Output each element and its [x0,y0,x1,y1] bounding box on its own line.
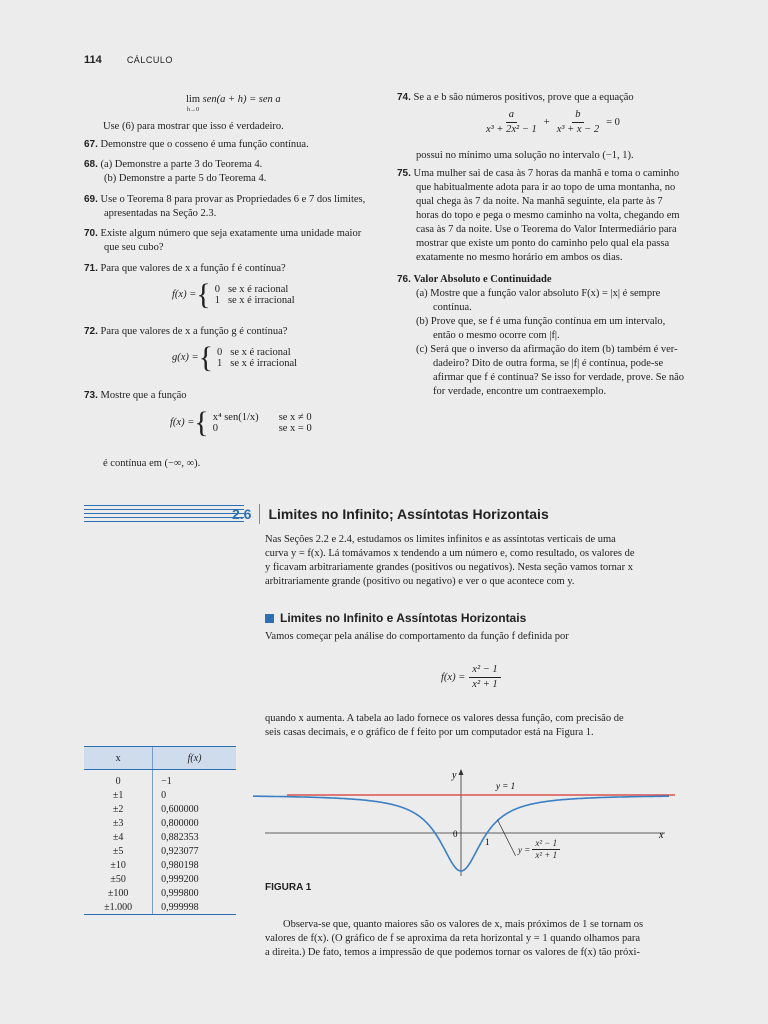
fn-name: g(x) = [172,352,199,363]
fraction [483,108,540,137]
table-row [84,802,236,816]
section-heading [232,504,549,524]
cell-fx: 0,999998 [161,901,199,913]
exercise-68 [84,158,266,186]
brace-icon: { [198,341,214,374]
cell-x: ±4 [84,830,153,844]
page-header [84,54,173,66]
fraction [532,838,560,861]
case-value: x⁴ sen(1/x) [212,412,259,423]
fraction [554,108,602,137]
case-value: 0 [217,347,223,358]
page-number: 114 [84,54,102,66]
asymptote-label: y = 1 [496,781,516,791]
cell-x: ±5 [84,844,153,858]
ex73-end: é contínua em (−∞, ∞). [103,458,201,469]
text-line: seis casas decimais, e o gráfico de f feito por um computador está na Figura 1. [265,727,594,738]
cell-fx: 0,882353 [161,831,199,843]
figure-label: FIGURA 1 [265,882,312,893]
intro-line: curva y = f(x). Lá tomávamos x tendendo a um número e, como resultado, os valores de [265,548,635,559]
cell-fx: 0 [161,789,167,801]
table-row [84,844,236,858]
ex-text: Demonstre que o cosseno é uma função contínua. [100,139,309,150]
table-row [84,858,236,872]
text-line: valores de f(x). (O gráfico de f se aproxima da reta horizontal y = 1 quando olhamos para [265,933,641,944]
exercise-69 [84,193,365,221]
table-row [84,900,236,914]
ex-number: 73. [84,390,98,401]
denominator: x³ + x − 2 [556,124,600,135]
table-row [84,872,236,886]
ex-text: (a) Demonstre a parte 3 do Teorema 4. [100,159,263,170]
plus-sign: + [543,116,550,128]
ex-text: (b) Demonstre a parte 5 do Teorema 4. [104,173,267,184]
curve-pointer [497,820,515,856]
ex-number: 71. [84,263,98,274]
ex-line: então o mesmo ocorre com |f|. [433,330,560,341]
x-tick-label-1: 1 [485,837,490,847]
ex-line: horas do topo e pega o mesmo caminho na volta, chegando em [416,210,680,221]
cell-x: ±1 [84,788,153,802]
heading-divider [259,504,260,524]
cell-fx: 0,999800 [161,887,199,899]
case-cond: se x é racional [227,284,289,295]
ex-number: 74. [397,92,411,103]
case-cond: se x = 0 [278,423,312,434]
cell-x: ±100 [84,886,153,900]
table-header: f(x) [153,747,236,770]
ex-line: exatamente no mesmo horário em ambos os dias. [416,252,623,263]
fn-name: f(x) = [441,671,466,683]
ex-text: Para que valores de x a função f é contínua? [100,263,286,274]
ex-line: mostrar que existe um ponto do caminho pelo qual ela passa [416,238,670,249]
fraction [469,663,500,692]
cell-x: ±3 [84,816,153,830]
ex74-end: possui no mínimo uma solução no intervalo (−1, 1). [416,150,634,161]
ex-line: que habitualmente adota para ir ao topo de uma montanha, no [416,182,676,193]
brace-icon: { [194,406,209,439]
square-bullet-icon [265,614,274,623]
values-table [84,746,236,915]
cell-x: 0 [84,770,153,789]
intro-line: Nas Seções 2.2 e 2.4, estudamos os limites infinitos e as assíntotas verticais de uma [265,534,616,545]
text-line: a direita.) De fato, temos a impressão de que podemos tornar os valores de f(x) tão próxi- [265,947,640,958]
table-row [84,816,236,830]
numerator: b [572,108,583,123]
section-intro [265,533,685,589]
case-cond: se x é racional [230,347,291,358]
exercise-74 [397,91,634,105]
ex-text: Para que valores de x a função g é contínua? [100,326,288,337]
ex-line: dadeiro? Dito de outra forma, se |f| é contínua, pode-se [433,358,664,369]
final-paragraph [265,918,685,960]
ex-line: casa às 7 da noite. Use o Teorema do Valor Intermediário para [416,224,677,235]
ex72-piecewise [172,343,301,373]
cell-fx: −1 [161,775,172,787]
cell-x: ±2 [84,802,153,816]
book-title: CÁLCULO [126,55,173,65]
section-title: Limites no Infinito; Assíntotas Horizontais [268,506,549,522]
ex-text: Mostre que a função [100,390,187,401]
exercise-75 [397,167,687,265]
exercise-71 [84,262,286,276]
ex-line: Uma mulher sai de casa às 7 horas da manhã e toma o caminho [413,168,680,179]
subsection-title: Limites no Infinito e Assíntotas Horizontais [280,611,527,625]
cell-x: ±10 [84,858,153,872]
table-row [84,770,236,789]
ex-line: (b) Prove que, se f é uma função contínua em um intervalo, [416,316,666,327]
table-row [84,830,236,844]
case-cond: se x é irracional [230,358,298,369]
ex-text: Use o Teorema 8 para provar as Propriedades 6 e 7 dos limites, [100,194,366,205]
ex71-piecewise [172,280,299,310]
cell-fx: 0,600000 [161,803,199,815]
ex74-equation [483,108,620,137]
ex-line: (a) Mostre que a função valor absoluto F(x) = |x| é sempre [416,288,661,299]
lim-body: sen(a + h) = sen a [202,94,281,105]
ex-number: 72. [84,326,98,337]
ex-number: 70. [84,228,98,239]
ex-text: Existe algum número que seja exatamente uma unidade maior [100,228,362,239]
table-header: x [84,747,153,770]
after-function-text [265,712,685,740]
fn-name: f(x) = [170,417,195,428]
ex-line: contínua. [433,302,472,313]
cell-fx: 0,800000 [161,817,199,829]
limit-expression [186,93,281,113]
ex-number: 75. [397,168,411,179]
equals-zero: = 0 [606,116,620,128]
denominator: x² + 1 [535,850,558,860]
ex-line: qual chega às 7 da noite. Na manhã seguinte, ela parte às 7 [416,196,663,207]
ex73-piecewise [170,408,316,438]
origin-tick-label: 0 [453,829,458,839]
ex-title: Valor Absoluto e Continuidade [413,274,552,285]
main-function [441,663,501,692]
numerator: a [506,108,517,123]
section-rule [84,505,244,522]
ex-number: 68. [84,159,98,170]
numerator: x² − 1 [532,838,560,850]
lim-sub: h→0 [187,107,199,113]
table-row [84,788,236,802]
cell-fx: 0,999200 [161,873,199,885]
y-axis-arrow [459,769,464,775]
ex-number: 69. [84,194,98,205]
curve-label-lhs: y = [518,844,531,855]
lim-word: lim [186,94,201,105]
subsection-heading [265,611,526,625]
intro-line: y ficavam arbitrariamente grandes (positivos ou negativos). Nesta seção vamos tornar x [265,562,633,573]
curve-label [518,838,560,861]
brace-icon: { [196,278,211,311]
cell-fx: 0,980198 [161,859,199,871]
sub-intro: Vamos começar pela análise do comportamento da função f definida por [265,631,569,642]
case-value: 0 [212,423,218,434]
cell-fx: 0,923077 [161,845,199,857]
case-value: 1 [214,295,220,306]
denominator: x² + 1 [472,679,498,690]
text-line: quando x aumenta. A tabela ao lado fornece os valores dessa função, com precisão de [265,713,624,724]
cell-x: ±50 [84,872,153,886]
ex-text: apresentadas na Seção 2.3. [104,208,217,219]
exercise-76 [397,273,692,399]
exercise-67 [84,138,309,152]
ex-text: Se a e b são números positivos, prove que a equação [413,92,634,103]
cell-x: ±1.000 [84,900,153,914]
y-axis-label: y [452,770,457,781]
ex-line: (c) Será que o inverso da afirmação do item (b) também é ver- [416,344,678,355]
text-line: Observa-se que, quanto maiores são os valores de x, mais próximos de 1 se tornam os [283,919,644,930]
ex-number: 76. [397,274,411,285]
ex-text: que seu cubo? [104,242,164,253]
table-row [84,886,236,900]
use6-text: Use (6) para mostrar que isso é verdadeiro. [103,121,284,132]
fn-name: f(x) = [172,289,197,300]
section-number: 2.6 [232,506,252,522]
exercise-70 [84,227,361,255]
case-cond: se x ≠ 0 [278,412,312,423]
case-value: 1 [217,358,223,369]
case-value: 0 [214,284,220,295]
numerator: x² − 1 [469,663,500,678]
exercise-72 [84,325,287,339]
case-cond: se x é irracional [227,295,295,306]
figure-1-graph [265,768,685,878]
intro-line: arbitrariamente grande (positivo ou negativo) e ver o que acontece com y. [265,576,575,587]
x-axis-label: x [659,830,664,841]
exercise-73 [84,389,187,403]
ex-line: afirmar que f é contínua? Se isso for verdade, prove. Se não [433,372,685,383]
ex-line: for verdade, encontre um contraexemplo. [433,386,607,397]
ex-number: 67. [84,139,98,150]
denominator: x³ + 2x² − 1 [486,124,537,135]
